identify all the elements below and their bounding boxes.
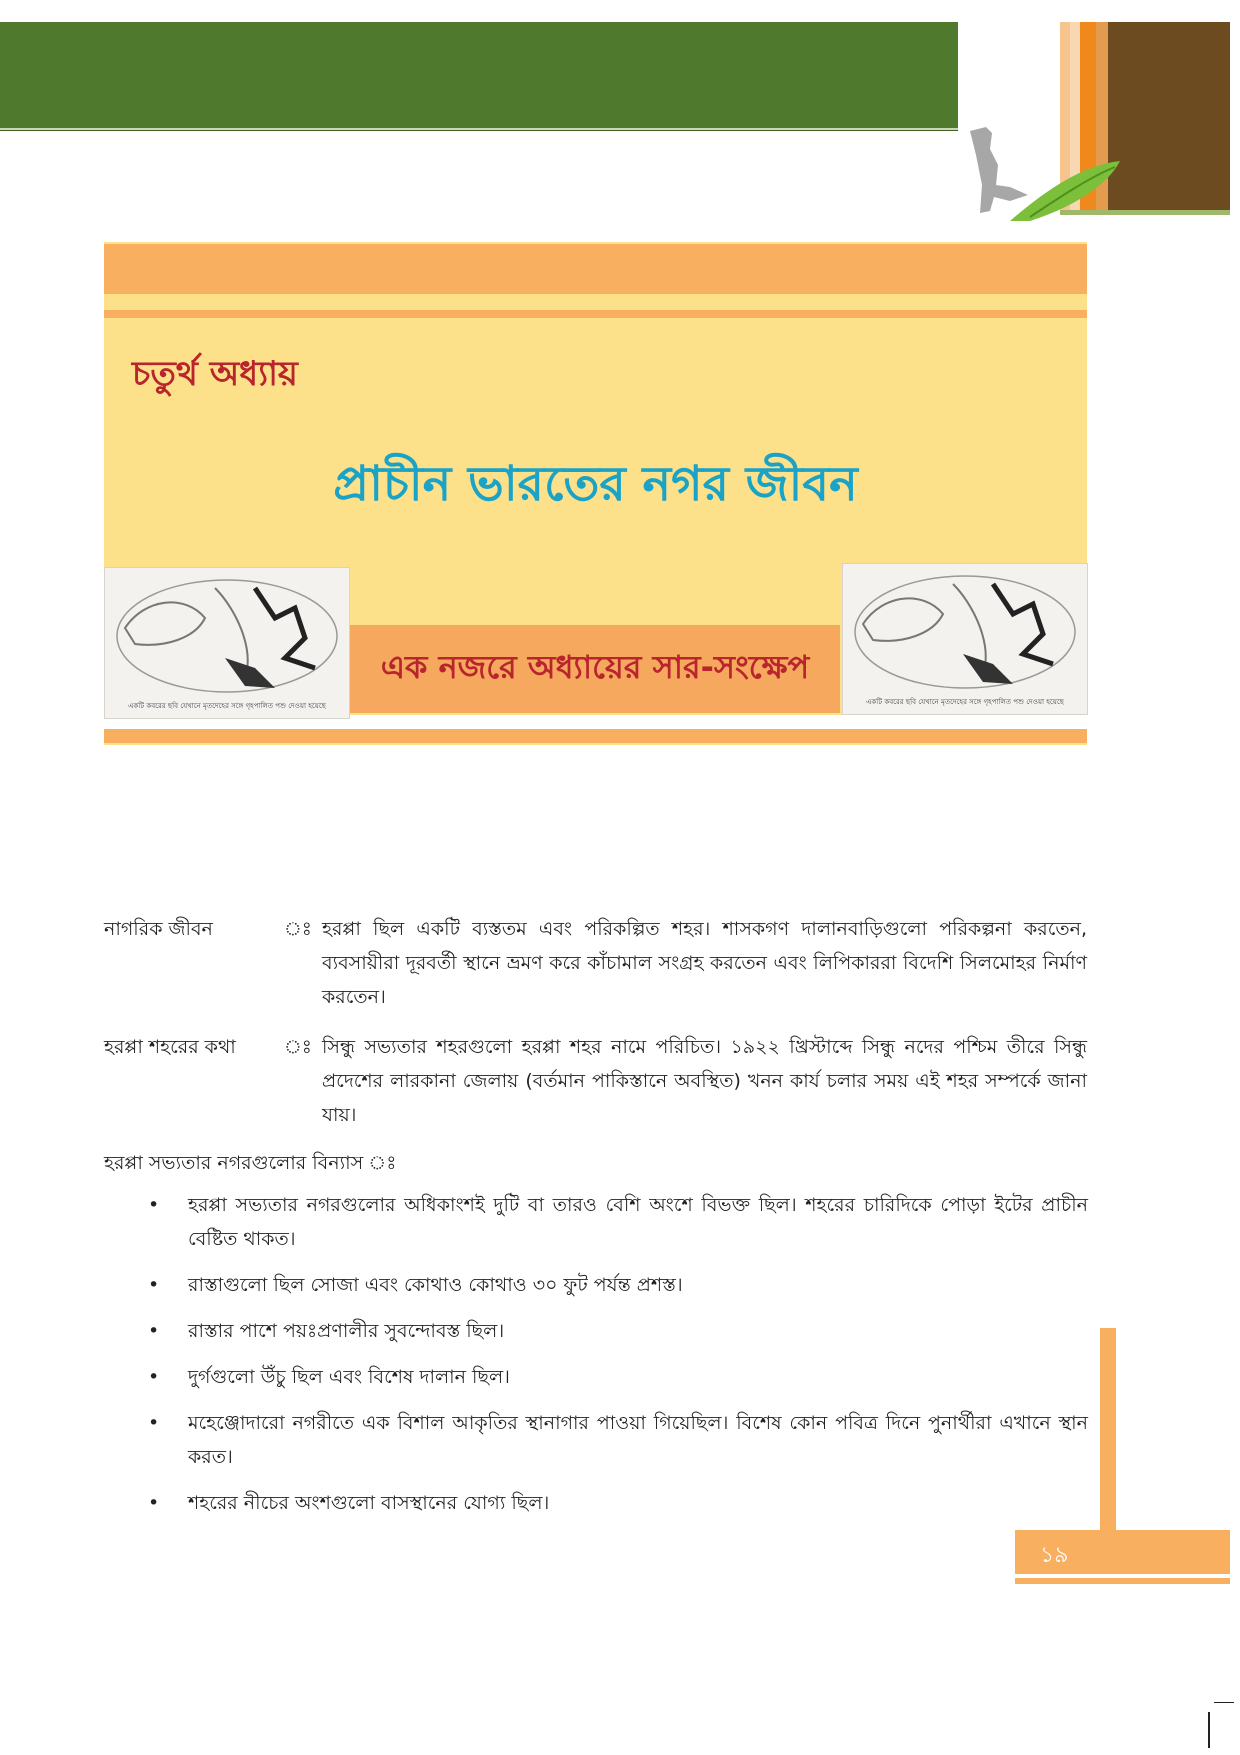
chapter-number: চতুর্থ অধ্যায় <box>132 354 298 394</box>
bullet-marker: • <box>148 1320 160 1342</box>
artifact-image-right <box>842 563 1088 715</box>
bullet-marker: • <box>148 1366 160 1388</box>
list-item-text: হরপ্পা সভ্যতার নগরগুলোর অধিকাংশই দুটি বা তারও বেশি অংশে বিভক্ত ছিল। শহরের চারিদিকে পোড়া ইটের প্রাচীন বেষ্টিত থাকত। <box>188 1194 1088 1250</box>
bullet-marker: • <box>148 1492 160 1514</box>
definition-text: সিন্ধু সভ্যতার শহরগুলো হরপ্পা শহর নামে পরিচিত। ১৯২২ খ্রিস্টাব্দে সিন্ধু নদের পশ্চিম তীরে সিন্ধু প্রদেশের লারকানা জেলায় (বর্তমান পাকিস্তানে অবস্থিত) খনন কার্য চলার সময় এই শহর সম্পর্কে জানা যায়। <box>322 1036 1087 1126</box>
side-accent-bar <box>1100 1328 1116 1546</box>
crop-mark <box>1214 1702 1234 1703</box>
artifact-caption-left: একটি কবরের ছবি যেখানে মৃতদেহের সঙ্গে গৃহপালিত পশু দেওয়া হয়েছে <box>128 702 326 710</box>
header-band <box>0 22 958 131</box>
section-heading: হরপ্পা সভ্যতার নগরগুলোর বিন্যাস ঃ <box>104 1152 397 1174</box>
bullet-list <box>148 1188 1088 1532</box>
chapter-title: প্রাচীন ভারতের নগর জীবন <box>333 456 858 512</box>
chapter-box-top-stripe <box>104 310 1087 318</box>
list-item <box>148 1360 1088 1394</box>
definition-row <box>104 912 1087 1014</box>
summary-banner-text: এক নজরে অধ্যায়ের সার-সংক্ষেপ <box>380 648 810 686</box>
list-item-text: রাস্তার পাশে পয়ঃপ্রণালীর সুবন্দোবস্ত ছিল। <box>188 1320 505 1342</box>
list-item-text: শহরের নীচের অংশগুলো বাসস্থানের যোগ্য ছিল। <box>188 1492 550 1514</box>
page-number: ১৯ <box>1040 1543 1069 1568</box>
list-item <box>148 1268 1088 1302</box>
list-item <box>148 1314 1088 1348</box>
list-item <box>148 1486 1088 1520</box>
definition-separator: ঃ <box>284 1036 312 1058</box>
definition-term: নাগরিক জীবন <box>104 918 213 940</box>
skeleton-drawing <box>105 568 349 698</box>
list-item-text: রাস্তাগুলো ছিল সোজা এবং কোথাও কোথাও ৩০ ফুট পর্যন্ত প্রশস্ত। <box>188 1274 683 1296</box>
definition-text: হরপ্পা ছিল একটি ব্যস্ততম এবং পরিকল্পিত শহর। শাসকগণ দালানবাড়িগুলো পরিকল্পনা করতেন, ব্যবসায়ীরা দূরবর্তী স্থানে ভ্রমণ করে কাঁচামাল সংগ্রহ করতেন এবং লিপিকাররা বিদেশি সিলমোহর নির্মাণ করতেন। <box>322 918 1087 1008</box>
list-item <box>148 1188 1088 1256</box>
crop-mark <box>1208 1712 1210 1748</box>
bullet-marker: • <box>148 1412 160 1434</box>
chapter-box-top-bar <box>104 244 1087 294</box>
bullet-marker: • <box>148 1274 160 1296</box>
artifact-caption-right: একটি কবরের ছবি যেখানে মৃতদেহের সঙ্গে গৃহপালিত পশু দেওয়া হয়েছে <box>866 698 1064 706</box>
list-item <box>148 1406 1088 1474</box>
definition-separator: ঃ <box>284 918 312 940</box>
artifact-image-left <box>104 567 350 719</box>
definition-term: হরপ্পা শহরের কথা <box>104 1036 236 1058</box>
list-item-text: মহেঞ্জোদারো নগরীতে এক বিশাল আকৃতির স্থানাগার পাওয়া গিয়েছিল। বিশেষ কোন পবিত্র দিনে পুনার্থীরা এখানে স্থান করত। <box>188 1412 1088 1468</box>
pen-icon <box>970 125 1150 225</box>
summary-banner <box>350 625 840 713</box>
definition-row <box>104 1030 1087 1132</box>
skeleton-drawing <box>843 564 1087 694</box>
list-item-text: দুর্গগুলো উঁচু ছিল এবং বিশেষ দালান ছিল। <box>188 1366 510 1388</box>
page-number-underline <box>1015 1578 1230 1584</box>
bullet-marker: • <box>148 1194 160 1216</box>
chapter-box-bottom-bar <box>104 729 1087 743</box>
header-underline <box>0 128 958 130</box>
